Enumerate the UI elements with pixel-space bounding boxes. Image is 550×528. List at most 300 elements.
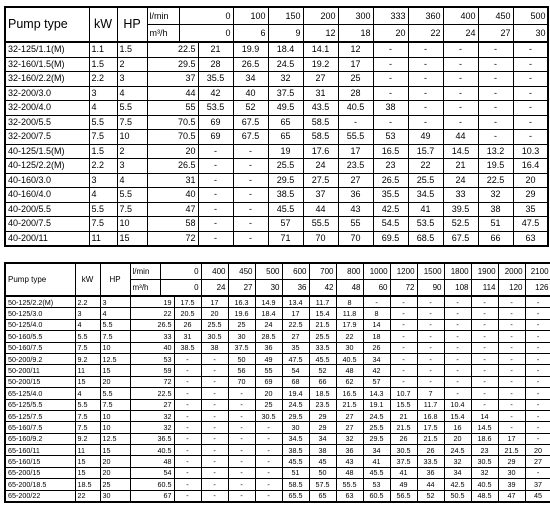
flow-lmin-value: 500 <box>513 7 548 25</box>
head-value-cell: 60.5 <box>130 479 174 490</box>
head-value-cell: 48 <box>336 467 363 478</box>
head-value-cell: 67 <box>130 490 174 502</box>
head-value-cell: 25 <box>338 72 373 87</box>
head-value-cell: - <box>525 331 550 342</box>
head-value-cell: 69 <box>198 130 233 145</box>
table-row <box>5 365 550 376</box>
flow-m3h-value: 60 <box>363 280 390 297</box>
head-value-cell: 24.5 <box>282 399 309 410</box>
head-value-cell: 30.5 <box>201 331 228 342</box>
head-value-cell: 48.5 <box>471 490 498 502</box>
head-value-cell: - <box>525 342 550 353</box>
head-value-cell: 41 <box>408 202 443 217</box>
hp-header: HP <box>117 7 147 42</box>
table-row <box>5 479 550 490</box>
head-value-cell: - <box>471 399 498 410</box>
head-value-cell: 52 <box>309 365 336 376</box>
flow-m3h-value: 30 <box>513 25 548 43</box>
head-value-cell: 34 <box>363 445 390 456</box>
head-value-cell: 11.7 <box>309 296 336 308</box>
hp-cell: 15 <box>117 231 147 246</box>
head-value-cell: 52 <box>233 101 268 116</box>
flow-lmin-value: 1900 <box>471 263 498 280</box>
head-value-cell: - <box>513 130 548 145</box>
head-value-cell: 63 <box>336 490 363 502</box>
head-value-cell: 70 <box>338 231 373 246</box>
head-value-cell: 17 <box>282 308 309 319</box>
head-value-cell: 45.5 <box>363 467 390 478</box>
head-value-cell: 38 <box>373 101 408 116</box>
head-value-cell: 23 <box>471 445 498 456</box>
table-row <box>5 231 548 246</box>
hp-cell: 30 <box>100 490 130 502</box>
head-value-cell: - <box>201 490 228 502</box>
head-value-cell: - <box>174 490 201 502</box>
head-value-cell: - <box>228 433 255 444</box>
pump-type-cell: 40-160/4.0 <box>5 188 89 203</box>
head-value-cell: 23 <box>373 159 408 174</box>
head-value-cell: 35.5 <box>198 72 233 87</box>
head-value-cell: 15.4 <box>444 410 471 421</box>
head-value-cell: 20 <box>513 173 548 188</box>
head-value-cell: 31 <box>147 173 198 188</box>
head-value-cell: 11.7 <box>417 399 444 410</box>
flow-lmin-value: 300 <box>338 7 373 25</box>
head-value-cell: 20 <box>444 433 471 444</box>
head-value-cell: 18.4 <box>268 42 303 57</box>
flow-m3h-value: 0 <box>160 280 201 297</box>
flow-lmin-value: 700 <box>309 263 336 280</box>
kw-cell: 7.5 <box>75 342 100 353</box>
pump-type-header: Pump type <box>5 7 89 42</box>
head-value-cell: 40 <box>147 188 198 203</box>
head-value-cell: 16.5 <box>336 388 363 399</box>
head-value-cell: 49 <box>390 479 417 490</box>
flow-m3h-value: 20 <box>373 25 408 43</box>
head-value-cell: 20.5 <box>174 308 201 319</box>
head-value-cell: 63 <box>513 231 548 246</box>
head-value-cell: - <box>498 388 525 399</box>
flow-lmin-value: 2100 <box>525 263 550 280</box>
head-value-cell: 39 <box>498 479 525 490</box>
head-value-cell: - <box>525 433 550 444</box>
hp-cell: 1.5 <box>117 42 147 57</box>
head-value-cell: - <box>198 144 233 159</box>
head-value-cell: - <box>478 115 513 130</box>
pump-type-cell: 40-200/5.5 <box>5 202 89 217</box>
head-value-cell: 32 <box>130 410 174 421</box>
head-value-cell: 55 <box>338 217 373 232</box>
head-value-cell: 42.5 <box>373 202 408 217</box>
head-value-cell: 15.5 <box>390 399 417 410</box>
head-value-cell: - <box>525 376 550 387</box>
head-value-cell: - <box>198 202 233 217</box>
pump-type-cell: 32-200/4.0 <box>5 101 89 116</box>
head-value-cell: 48 <box>130 456 174 467</box>
head-value-cell: 45 <box>309 456 336 467</box>
head-value-cell: 36 <box>336 445 363 456</box>
hp-cell: 10 <box>117 130 147 145</box>
head-value-cell: 69 <box>255 376 282 387</box>
head-value-cell: - <box>443 57 478 72</box>
head-value-cell: 37.5 <box>268 86 303 101</box>
head-value-cell: - <box>498 422 525 433</box>
head-value-cell: 67.5 <box>443 231 478 246</box>
head-value-cell: - <box>363 296 390 308</box>
head-value-cell: 28 <box>198 57 233 72</box>
table-row <box>5 399 550 410</box>
head-value-cell: - <box>174 456 201 467</box>
head-value-cell: 22.5 <box>282 319 309 330</box>
head-value-cell: 65 <box>309 490 336 502</box>
hp-cell: 3 <box>117 159 147 174</box>
table-row <box>5 422 550 433</box>
head-value-cell: 35.5 <box>373 188 408 203</box>
pump-type-cell: 50-200/15 <box>5 376 75 387</box>
head-value-cell: 14 <box>471 410 498 421</box>
head-value-cell: 66 <box>309 376 336 387</box>
head-value-cell: 70 <box>228 376 255 387</box>
head-value-cell: 22.5 <box>130 388 174 399</box>
pump-type-cell: 65-125/4.0 <box>5 388 75 399</box>
table-row <box>5 433 550 444</box>
head-value-cell: - <box>174 376 201 387</box>
kw-cell: 9.2 <box>75 353 100 364</box>
table-row <box>5 101 548 116</box>
hp-cell: 2 <box>117 144 147 159</box>
flow-lmin-value: 1000 <box>363 263 390 280</box>
head-value-cell: 70.5 <box>147 130 198 145</box>
head-value-cell: - <box>478 86 513 101</box>
head-value-cell: 72 <box>130 376 174 387</box>
head-value-cell: 29.5 <box>282 410 309 421</box>
head-value-cell: - <box>198 217 233 232</box>
head-value-cell: 26.5 <box>233 57 268 72</box>
head-value-cell: 45 <box>525 490 550 502</box>
head-value-cell: - <box>498 365 525 376</box>
flow-m3h-value: 0 <box>179 25 233 43</box>
head-value-cell: 38 <box>309 445 336 456</box>
hp-cell: 20 <box>100 376 130 387</box>
head-value-cell: 43.5 <box>303 101 338 116</box>
head-value-cell: 8 <box>363 308 390 319</box>
head-value-cell: 53.5 <box>198 101 233 116</box>
head-value-cell: 19.4 <box>282 388 309 399</box>
flow-lmin-value: 200 <box>303 7 338 25</box>
head-value-cell: - <box>373 86 408 101</box>
hp-cell: 2 <box>117 57 147 72</box>
head-value-cell: 21 <box>390 410 417 421</box>
head-value-cell: 17 <box>498 433 525 444</box>
head-value-cell: - <box>525 410 550 421</box>
head-value-cell: 20 <box>255 388 282 399</box>
flow-m3h-value: 108 <box>444 280 471 297</box>
hp-cell: 10 <box>100 410 130 421</box>
head-value-cell: - <box>471 353 498 364</box>
pump-table-large <box>4 262 550 503</box>
head-value-cell: - <box>255 445 282 456</box>
head-value-cell: 22 <box>408 159 443 174</box>
flow-m3h-value: 120 <box>498 280 525 297</box>
table-row <box>5 130 548 145</box>
head-value-cell: 26.5 <box>147 159 198 174</box>
head-value-cell: - <box>174 399 201 410</box>
head-value-cell: - <box>525 296 550 308</box>
head-value-cell: - <box>444 365 471 376</box>
hp-cell: 5.5 <box>100 319 130 330</box>
head-value-cell: 19.2 <box>303 57 338 72</box>
kw-cell: 1.5 <box>89 144 117 159</box>
head-value-cell: 21.5 <box>417 433 444 444</box>
head-value-cell: 14.5 <box>443 144 478 159</box>
head-value-cell: - <box>498 308 525 319</box>
head-value-cell: - <box>201 479 228 490</box>
head-value-cell: 24.5 <box>363 410 390 421</box>
head-value-cell: 19 <box>268 144 303 159</box>
head-value-cell: - <box>174 388 201 399</box>
flow-m3h-value: 9 <box>268 25 303 43</box>
head-value-cell: 27 <box>338 173 373 188</box>
kw-cell: 7.5 <box>89 217 117 232</box>
head-value-cell: - <box>201 433 228 444</box>
head-value-cell: 17 <box>338 144 373 159</box>
head-value-cell: - <box>471 308 498 319</box>
head-value-cell: - <box>498 399 525 410</box>
head-value-cell: 32 <box>471 467 498 478</box>
flow-lmin-value: 1500 <box>417 263 444 280</box>
head-value-cell: 13.2 <box>478 144 513 159</box>
head-value-cell: 44 <box>147 86 198 101</box>
flow-lmin-value: 1200 <box>390 263 417 280</box>
head-value-cell: - <box>174 433 201 444</box>
flow-lmin-value: 0 <box>179 7 233 25</box>
pump-type-cell: 65-160/11 <box>5 445 75 456</box>
pump-type-cell: 40-125/2.2(M) <box>5 159 89 174</box>
head-value-cell: - <box>201 353 228 364</box>
head-value-cell: - <box>478 57 513 72</box>
table-row <box>5 217 548 232</box>
table-row <box>5 388 550 399</box>
head-value-cell: 38 <box>201 342 228 353</box>
head-value-cell: 59 <box>130 365 174 376</box>
head-value-cell: 27 <box>282 331 309 342</box>
pump-type-cell: 50-200/9.2 <box>5 353 75 364</box>
head-value-cell: 34 <box>233 72 268 87</box>
head-value-cell: 19.1 <box>363 399 390 410</box>
head-value-cell: 70 <box>303 231 338 246</box>
head-value-cell: 19 <box>130 296 174 308</box>
head-value-cell: 24.5 <box>268 57 303 72</box>
head-value-cell: 43 <box>336 456 363 467</box>
kw-cell: 3 <box>89 86 117 101</box>
pump-type-cell: 50-160/7.5 <box>5 342 75 353</box>
head-value-cell: - <box>444 388 471 399</box>
head-value-cell: - <box>417 342 444 353</box>
head-value-cell: 11.8 <box>336 308 363 319</box>
head-value-cell: 58.5 <box>303 130 338 145</box>
head-value-cell: - <box>525 365 550 376</box>
head-value-cell: - <box>513 115 548 130</box>
head-value-cell: - <box>201 422 228 433</box>
head-value-cell: 23.5 <box>309 399 336 410</box>
pump-type-cell: 50-160/5.5 <box>5 331 75 342</box>
head-value-cell: 19.9 <box>233 42 268 57</box>
flow-m3h-value: 90 <box>417 280 444 297</box>
head-value-cell: - <box>525 467 550 478</box>
flow-lmin-value: 500 <box>255 263 282 280</box>
kw-cell: 5.5 <box>89 115 117 130</box>
flow-lmin-value: 600 <box>282 263 309 280</box>
head-value-cell: - <box>174 467 201 478</box>
head-value-cell: 67.5 <box>233 130 268 145</box>
pump-type-cell: 50-200/11 <box>5 365 75 376</box>
head-value-cell: - <box>390 342 417 353</box>
head-value-cell: - <box>228 479 255 490</box>
head-value-cell: - <box>255 467 282 478</box>
head-value-cell: 45.5 <box>282 456 309 467</box>
flow-m3h-value: 30 <box>255 280 282 297</box>
head-value-cell: 18.5 <box>309 388 336 399</box>
head-value-cell: - <box>498 296 525 308</box>
head-value-cell: 14.1 <box>303 42 338 57</box>
hp-cell: 15 <box>100 365 130 376</box>
table-row <box>5 173 548 188</box>
head-value-cell: 55.5 <box>336 479 363 490</box>
head-value-cell: 22 <box>336 331 363 342</box>
head-value-cell: 27 <box>303 72 338 87</box>
head-value-cell: - <box>174 445 201 456</box>
head-value-cell: 34 <box>444 467 471 478</box>
hp-cell: 15 <box>100 445 130 456</box>
head-value-cell: 65 <box>268 130 303 145</box>
head-value-cell: 25 <box>255 399 282 410</box>
table-row <box>5 86 548 101</box>
head-value-cell: - <box>390 353 417 364</box>
head-value-cell: - <box>498 331 525 342</box>
table-row <box>5 115 548 130</box>
head-value-cell: - <box>255 479 282 490</box>
head-value-cell: - <box>228 399 255 410</box>
kw-cell: 5.5 <box>75 399 100 410</box>
head-value-cell: - <box>443 72 478 87</box>
flow-lmin-value: 150 <box>268 7 303 25</box>
table-row <box>5 308 550 319</box>
hp-cell: 4 <box>100 308 130 319</box>
head-value-cell: - <box>498 376 525 387</box>
head-value-cell: 57.5 <box>309 479 336 490</box>
head-value-cell: 69 <box>198 115 233 130</box>
flow-m3h-value: 22 <box>408 25 443 43</box>
head-value-cell: - <box>198 188 233 203</box>
head-value-cell: - <box>233 202 268 217</box>
table-row <box>5 456 550 467</box>
head-value-cell: 53.5 <box>408 217 443 232</box>
head-value-cell: 21.5 <box>498 445 525 456</box>
head-value-cell: 30 <box>336 342 363 353</box>
pump-type-cell: 32-125/1.1(M) <box>5 42 89 57</box>
head-value-cell: 57 <box>268 217 303 232</box>
head-value-cell: - <box>408 72 443 87</box>
head-value-cell: 40 <box>233 86 268 101</box>
table-row <box>5 319 550 330</box>
pump-type-cell: 40-200/11 <box>5 231 89 246</box>
head-value-cell: 8 <box>336 296 363 308</box>
head-value-cell: 14.9 <box>255 296 282 308</box>
table-row <box>5 410 550 421</box>
head-value-cell: 17.9 <box>336 319 363 330</box>
head-value-cell: - <box>417 376 444 387</box>
head-value-cell: - <box>417 319 444 330</box>
head-value-cell: - <box>233 173 268 188</box>
head-value-cell: 30.5 <box>255 410 282 421</box>
head-value-cell: - <box>471 376 498 387</box>
head-value-cell: 27 <box>525 456 550 467</box>
head-value-cell: - <box>408 57 443 72</box>
pump-type-cell: 65-200/22 <box>5 490 75 502</box>
head-value-cell: - <box>390 376 417 387</box>
head-value-cell: - <box>513 57 548 72</box>
kw-cell: 7.5 <box>89 130 117 145</box>
kw-cell: 9.2 <box>75 433 100 444</box>
head-value-cell: - <box>228 445 255 456</box>
head-value-cell: 32 <box>268 72 303 87</box>
kw-cell: 3 <box>89 173 117 188</box>
head-value-cell: - <box>471 388 498 399</box>
head-value-cell: 13.4 <box>282 296 309 308</box>
flow-m3h-value: 72 <box>390 280 417 297</box>
head-value-cell: - <box>444 342 471 353</box>
head-value-cell: 70.5 <box>147 115 198 130</box>
head-value-cell: 47.5 <box>513 217 548 232</box>
head-value-cell: - <box>201 388 228 399</box>
head-value-cell: 38.5 <box>268 188 303 203</box>
hp-cell: 10 <box>100 342 130 353</box>
hp-cell: 3 <box>117 72 147 87</box>
pump-type-cell: 32-200/5.5 <box>5 115 89 130</box>
head-value-cell: 71 <box>268 231 303 246</box>
hp-cell: 12.5 <box>100 353 130 364</box>
head-value-cell: 16 <box>444 422 471 433</box>
head-value-cell: - <box>174 479 201 490</box>
head-value-cell: 17.5 <box>174 296 201 308</box>
head-value-cell: 67.5 <box>233 115 268 130</box>
head-value-cell: 16.3 <box>228 296 255 308</box>
table-row <box>5 445 550 456</box>
hp-cell: 7.5 <box>117 202 147 217</box>
head-value-cell: - <box>443 42 478 57</box>
hp-cell: 5.5 <box>100 388 130 399</box>
head-value-cell: - <box>443 115 478 130</box>
head-value-cell: - <box>390 319 417 330</box>
pump-type-cell: 32-200/7.5 <box>5 130 89 145</box>
head-value-cell: - <box>201 445 228 456</box>
kw-cell: 11 <box>75 365 100 376</box>
head-value-cell: - <box>471 342 498 353</box>
hp-cell: 25 <box>100 479 130 490</box>
flow-m3h-unit: m³/h <box>147 25 179 43</box>
head-value-cell: - <box>525 388 550 399</box>
table-row <box>5 159 548 174</box>
head-value-cell: 48 <box>336 365 363 376</box>
kw-cell: 4 <box>89 188 117 203</box>
kw-cell: 1.1 <box>89 42 117 57</box>
head-value-cell: - <box>255 456 282 467</box>
head-value-cell: 66 <box>478 231 513 246</box>
head-value-cell: 50 <box>309 467 336 478</box>
flow-m3h-unit: m³/h <box>130 280 160 297</box>
head-value-cell: 50.5 <box>444 490 471 502</box>
head-value-cell: 16.4 <box>513 159 548 174</box>
